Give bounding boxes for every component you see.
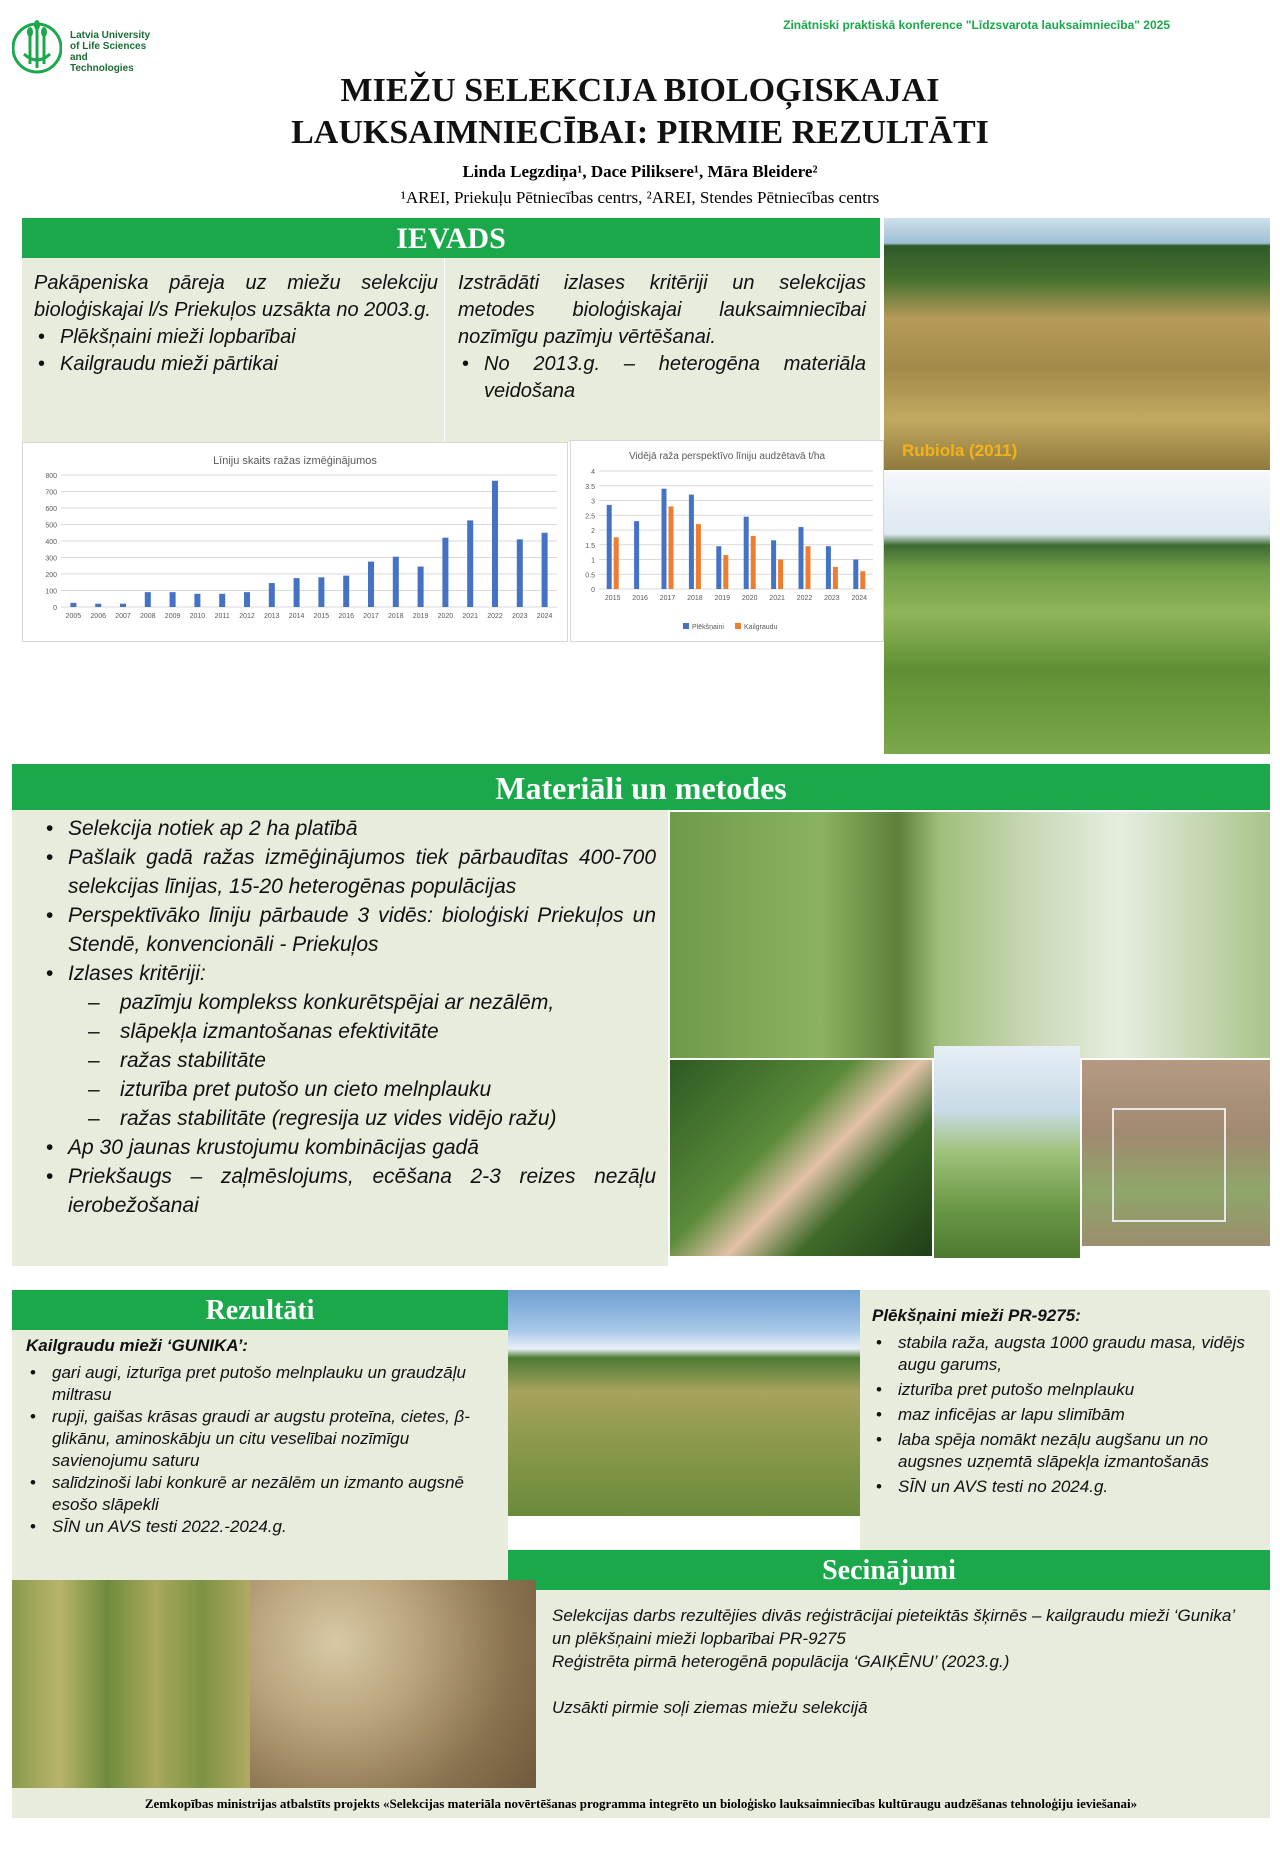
- bar: [662, 489, 667, 589]
- gunika-text: [26, 1362, 496, 1538]
- bar: [634, 521, 639, 589]
- logo-text-line: of Life Sciences: [70, 41, 147, 52]
- bar: [70, 603, 76, 607]
- y-tick-label: 3: [591, 498, 595, 506]
- page-title: [0, 70, 1280, 154]
- bar: [368, 562, 374, 607]
- ievads-right-text: Izstrādāti izlases kritēriji un selekcijas metodes bioloģiskajai lauksaimniecībai nozīmīgu pazīmju vērtēšanai.: [458, 272, 866, 348]
- pr9275-list: [872, 1332, 1262, 1498]
- y-tick-label: 0.5: [585, 572, 595, 580]
- ievads-right-column: [458, 270, 866, 405]
- bar: [170, 592, 176, 607]
- bar: [689, 495, 694, 589]
- bar: [145, 592, 151, 607]
- list-item: • Kailgraudu mieži pārtikai: [60, 351, 438, 378]
- bar: [799, 527, 804, 589]
- y-tick-label: 100: [45, 588, 57, 596]
- y-tick-label: 200: [45, 572, 57, 579]
- list-item: • SĪN un AVS testi no 2024.g.: [898, 1476, 1262, 1498]
- list-item: • laba spēja nomākt nezāļu augšanu un no augsnes uzņemtā slāpekļa izmantošanās: [898, 1429, 1262, 1473]
- x-tick-label: 2016: [632, 595, 648, 602]
- x-tick-label: 2011: [214, 613, 230, 620]
- pr9275-text: [872, 1332, 1262, 1498]
- bar: [95, 604, 101, 607]
- list-item: • Plēkšņaini mieži lopbarībai: [60, 324, 438, 351]
- y-tick-label: 0: [591, 587, 595, 594]
- lines-count-chart-svg: [23, 467, 567, 637]
- chart-title: Vidējā raža perspektīvo līniju audzētavā t/ha: [628, 451, 826, 462]
- bar: [744, 517, 749, 589]
- tall-barley-photo: [12, 1580, 250, 1788]
- pr9275-title: Plēkšņaini mieži PR-9275:: [872, 1306, 1081, 1325]
- legend-swatch: [683, 623, 689, 629]
- bar: [614, 537, 619, 589]
- list-item: • rupji, gaišas krāsas graudi ar augstu proteīna, cietes, β-glikānu, aminoskābju un citu veselībai nozīmīgu savienojumu saturu: [52, 1406, 496, 1472]
- yield-chart-svg: [571, 463, 883, 641]
- conclusions-text: [552, 1604, 1252, 1719]
- legend-swatch: [735, 623, 741, 629]
- x-tick-label: 2022: [487, 613, 503, 620]
- bar: [318, 577, 324, 607]
- bar: [343, 576, 349, 607]
- list-item: – pazīmju komplekss konkurētspējai ar nezālēm,: [120, 988, 656, 1017]
- x-tick-label: 2012: [239, 613, 255, 620]
- column-divider: [444, 258, 445, 442]
- bar: [219, 594, 225, 607]
- list-item: – slāpekļa izmantošanas efektivitāte: [120, 1017, 656, 1046]
- list-item: • Ap 30 jaunas krustojumu kombinācijas gadā: [68, 1133, 656, 1162]
- y-tick-label: 600: [45, 506, 57, 513]
- list-item: • salīdzinoši labi konkurē ar nezālēm un izmanto augsnē esošo slāpekli: [52, 1472, 496, 1516]
- gunika-panel: [12, 1330, 508, 1580]
- list-item: • Izlases kritēriji:: [68, 959, 656, 988]
- y-tick-label: 4: [591, 469, 595, 476]
- x-tick-label: 2021: [462, 613, 478, 620]
- title-line-1: MIEŽU SELEKCIJA BIOLOĢISKAJAI: [340, 72, 940, 109]
- legend-label: Plēkšņaini: [692, 624, 724, 631]
- x-tick-label: 2008: [140, 613, 156, 620]
- x-tick-label: 2015: [604, 595, 621, 602]
- list-item: • Pašlaik gadā ražas izmēģinājumos tiek pārbaudītas 400-700 selekcijas līnijas, 15-20 heterogēnas populācijas: [68, 843, 656, 901]
- barley-heads-photo: [934, 1046, 1080, 1258]
- criteria-list: [42, 988, 656, 1133]
- x-tick-label: 2024: [851, 595, 868, 602]
- ievads-right-list: [458, 351, 866, 405]
- bar: [826, 546, 831, 589]
- affiliations: ¹AREI, Priekuļu Pētniecības centrs, ²AREI, Stendes Pētniecības centrs: [400, 188, 880, 207]
- y-tick-label: 2.5: [585, 513, 595, 521]
- footer-text: Zemkopības ministrijas atbalstīts projekts «Selekcijas materiāla novērtēšanas programma integrēto un bioloģisko lauksaimniecības kultūraugu audzēšanas tehnoloģiju ieviešanai»: [144, 1796, 1138, 1811]
- bar: [244, 592, 250, 607]
- plot-frame-photo: [1082, 1060, 1270, 1246]
- university-logo: [12, 14, 152, 76]
- conclusions-heading: Secinājumi: [508, 1550, 1270, 1590]
- y-tick-label: 500: [45, 522, 57, 530]
- title-line-2: LAUKSAIMNIECĪBAI: PIRMIE REZULTĀTI: [291, 114, 989, 151]
- x-tick-label: 2014: [288, 613, 305, 620]
- wheat-logo-icon: [12, 16, 62, 76]
- x-tick-label: 2020: [437, 613, 454, 620]
- y-tick-label: 0: [53, 605, 57, 612]
- frame-outline: [1112, 1108, 1226, 1222]
- measuring-photo: [670, 1060, 932, 1256]
- conclusions-panel: [536, 1590, 1270, 1788]
- list-item: • SĪN un AVS testi 2022.-2024.g.: [52, 1516, 496, 1538]
- conclusion-3: Uzsākti pirmie soļi ziemas miežu selekcijā: [552, 1698, 868, 1717]
- bar: [860, 571, 865, 589]
- x-tick-label: 2015: [313, 613, 330, 620]
- bar: [716, 546, 721, 589]
- bar: [418, 567, 424, 607]
- ievads-panel: [22, 258, 880, 442]
- authors: Linda Legzdiņa¹, Dace Piliksere¹, Māra Bleidere²: [462, 162, 818, 181]
- list-item: • Perspektīvāko līniju pārbaude 3 vidēs: bioloģiski Priekuļos un Stendē, konvencionāli - Priekuļos: [68, 901, 656, 959]
- x-tick-label: 2010: [189, 613, 206, 620]
- y-tick-label: 1: [591, 557, 595, 565]
- materials-list: [42, 814, 656, 988]
- ievads-left-column: [34, 270, 438, 378]
- conclusion-2: Reģistrēta pirmā heterogēnā populācija ‘GAIĶĒNU’ (2023.g.): [552, 1652, 1010, 1671]
- list-item: – ražas stabilitāte (regresija uz vides vidējo ražu): [120, 1104, 656, 1133]
- flowering-plots-photo: [670, 812, 1270, 1058]
- x-tick-label: 2006: [90, 613, 106, 620]
- x-tick-label: 2019: [412, 613, 429, 620]
- ievads-left-list: [34, 324, 438, 378]
- ievads-heading: IEVADS: [22, 218, 880, 258]
- conclusion-1: Selekcijas darbs rezultējies divās reģistrācijai pieteiktās šķirnēs – kailgraudu mieži ‘Gunika’ un plēkšņaini mieži lopbarībai PR-9275: [552, 1606, 1235, 1648]
- x-tick-label: 2018: [687, 595, 703, 602]
- logo-text-line: Latvia University: [70, 30, 151, 41]
- y-tick-label: 300: [45, 555, 57, 563]
- bar: [517, 539, 523, 607]
- pr9275-panel: [860, 1290, 1270, 1550]
- bar: [853, 560, 858, 590]
- list-item: • Selekcija notiek ap 2 ha platībā: [68, 814, 656, 843]
- yield-chart: [570, 440, 884, 642]
- x-tick-label: 2021: [769, 595, 785, 602]
- bar: [467, 520, 473, 607]
- y-tick-label: 400: [45, 539, 57, 546]
- list-item: – ražas stabilitāte: [120, 1046, 656, 1075]
- x-tick-label: 2013: [264, 613, 280, 620]
- x-tick-label: 2019: [714, 595, 731, 602]
- green-field-photo: [884, 472, 1270, 754]
- bar: [442, 538, 448, 607]
- bar: [696, 524, 701, 589]
- list-item: – izturība pret putošo un cieto melnplauku: [120, 1075, 656, 1104]
- materials-panel: [12, 810, 668, 1266]
- x-tick-label: 2009: [164, 613, 181, 620]
- logo-text-line: and Technologies: [70, 52, 134, 74]
- list-item: • gari augi, izturīga pret putošo melnplauku un graudzāļu miltrasu: [52, 1362, 496, 1406]
- bar: [607, 505, 612, 589]
- y-tick-label: 3.5: [585, 483, 595, 491]
- list-item: • izturība pret putošo melnplauku: [898, 1379, 1262, 1401]
- bar: [393, 557, 399, 607]
- barley-field-photo: [884, 218, 1270, 470]
- photo-caption: Rubiola (2011): [902, 441, 1018, 460]
- materials-list-bottom: [42, 1133, 656, 1220]
- bar: [120, 604, 126, 607]
- list-item: • Priekšaugs – zaļmēslojums, ecēšana 2-3 reizes nezāļu ierobežošanai: [68, 1162, 656, 1220]
- results-heading: Rezultāti: [12, 1290, 508, 1330]
- bar: [542, 533, 548, 607]
- bar: [294, 578, 300, 607]
- ievads-left-text: Pakāpeniska pāreja uz miežu selekciju bioloģiskajai l/s Priekuļos uzsākta no 2003.g.: [34, 272, 438, 321]
- x-tick-label: 2023: [512, 613, 528, 620]
- gunika-title: Kailgraudu mieži ‘GUNIKA’:: [26, 1336, 248, 1355]
- x-tick-label: 2022: [796, 595, 813, 602]
- x-tick-label: 2020: [741, 595, 758, 602]
- bar: [806, 546, 811, 589]
- bar: [723, 555, 728, 589]
- x-tick-label: 2018: [388, 613, 404, 620]
- list-item: • stabila raža, augsta 1000 graudu masa, vidējs augu garums,: [898, 1332, 1262, 1376]
- x-tick-label: 2007: [115, 613, 131, 620]
- list-item: • No 2013.g. – heterogēna materiāla veidošana: [484, 351, 866, 405]
- y-tick-label: 700: [45, 489, 57, 497]
- gunika-list: [26, 1362, 496, 1538]
- bar: [751, 536, 756, 589]
- y-tick-label: 1.5: [585, 542, 595, 550]
- x-tick-label: 2023: [824, 595, 840, 602]
- list-item: • maz inficējas ar lapu slimībām: [898, 1404, 1262, 1426]
- x-tick-label: 2005: [65, 613, 82, 620]
- materials-text: [42, 814, 656, 1220]
- grains-photo: [250, 1580, 536, 1788]
- x-tick-label: 2016: [338, 613, 354, 620]
- x-tick-label: 2017: [659, 595, 676, 602]
- bar: [492, 481, 498, 607]
- gunika-field-photo: [508, 1290, 860, 1516]
- bar: [669, 506, 674, 589]
- legend-label: Kailgraudu: [744, 624, 778, 631]
- y-tick-label: 2: [591, 528, 595, 535]
- bar: [771, 540, 776, 589]
- lines-count-chart: [22, 442, 568, 642]
- y-tick-label: 800: [45, 473, 57, 480]
- bar: [269, 583, 275, 607]
- bar: [194, 594, 200, 607]
- x-tick-label: 2017: [363, 613, 379, 620]
- conference-name: Zinātniski praktiskā konference "Līdzsvarota lauksaimniecība" 2025: [783, 18, 1170, 32]
- bar: [833, 567, 838, 589]
- materials-heading: Materiāli un metodes: [12, 764, 1270, 810]
- bar: [778, 560, 783, 590]
- chart-title: Līniju skaits ražas izmēģinājumos: [213, 455, 377, 467]
- x-tick-label: 2024: [536, 613, 553, 620]
